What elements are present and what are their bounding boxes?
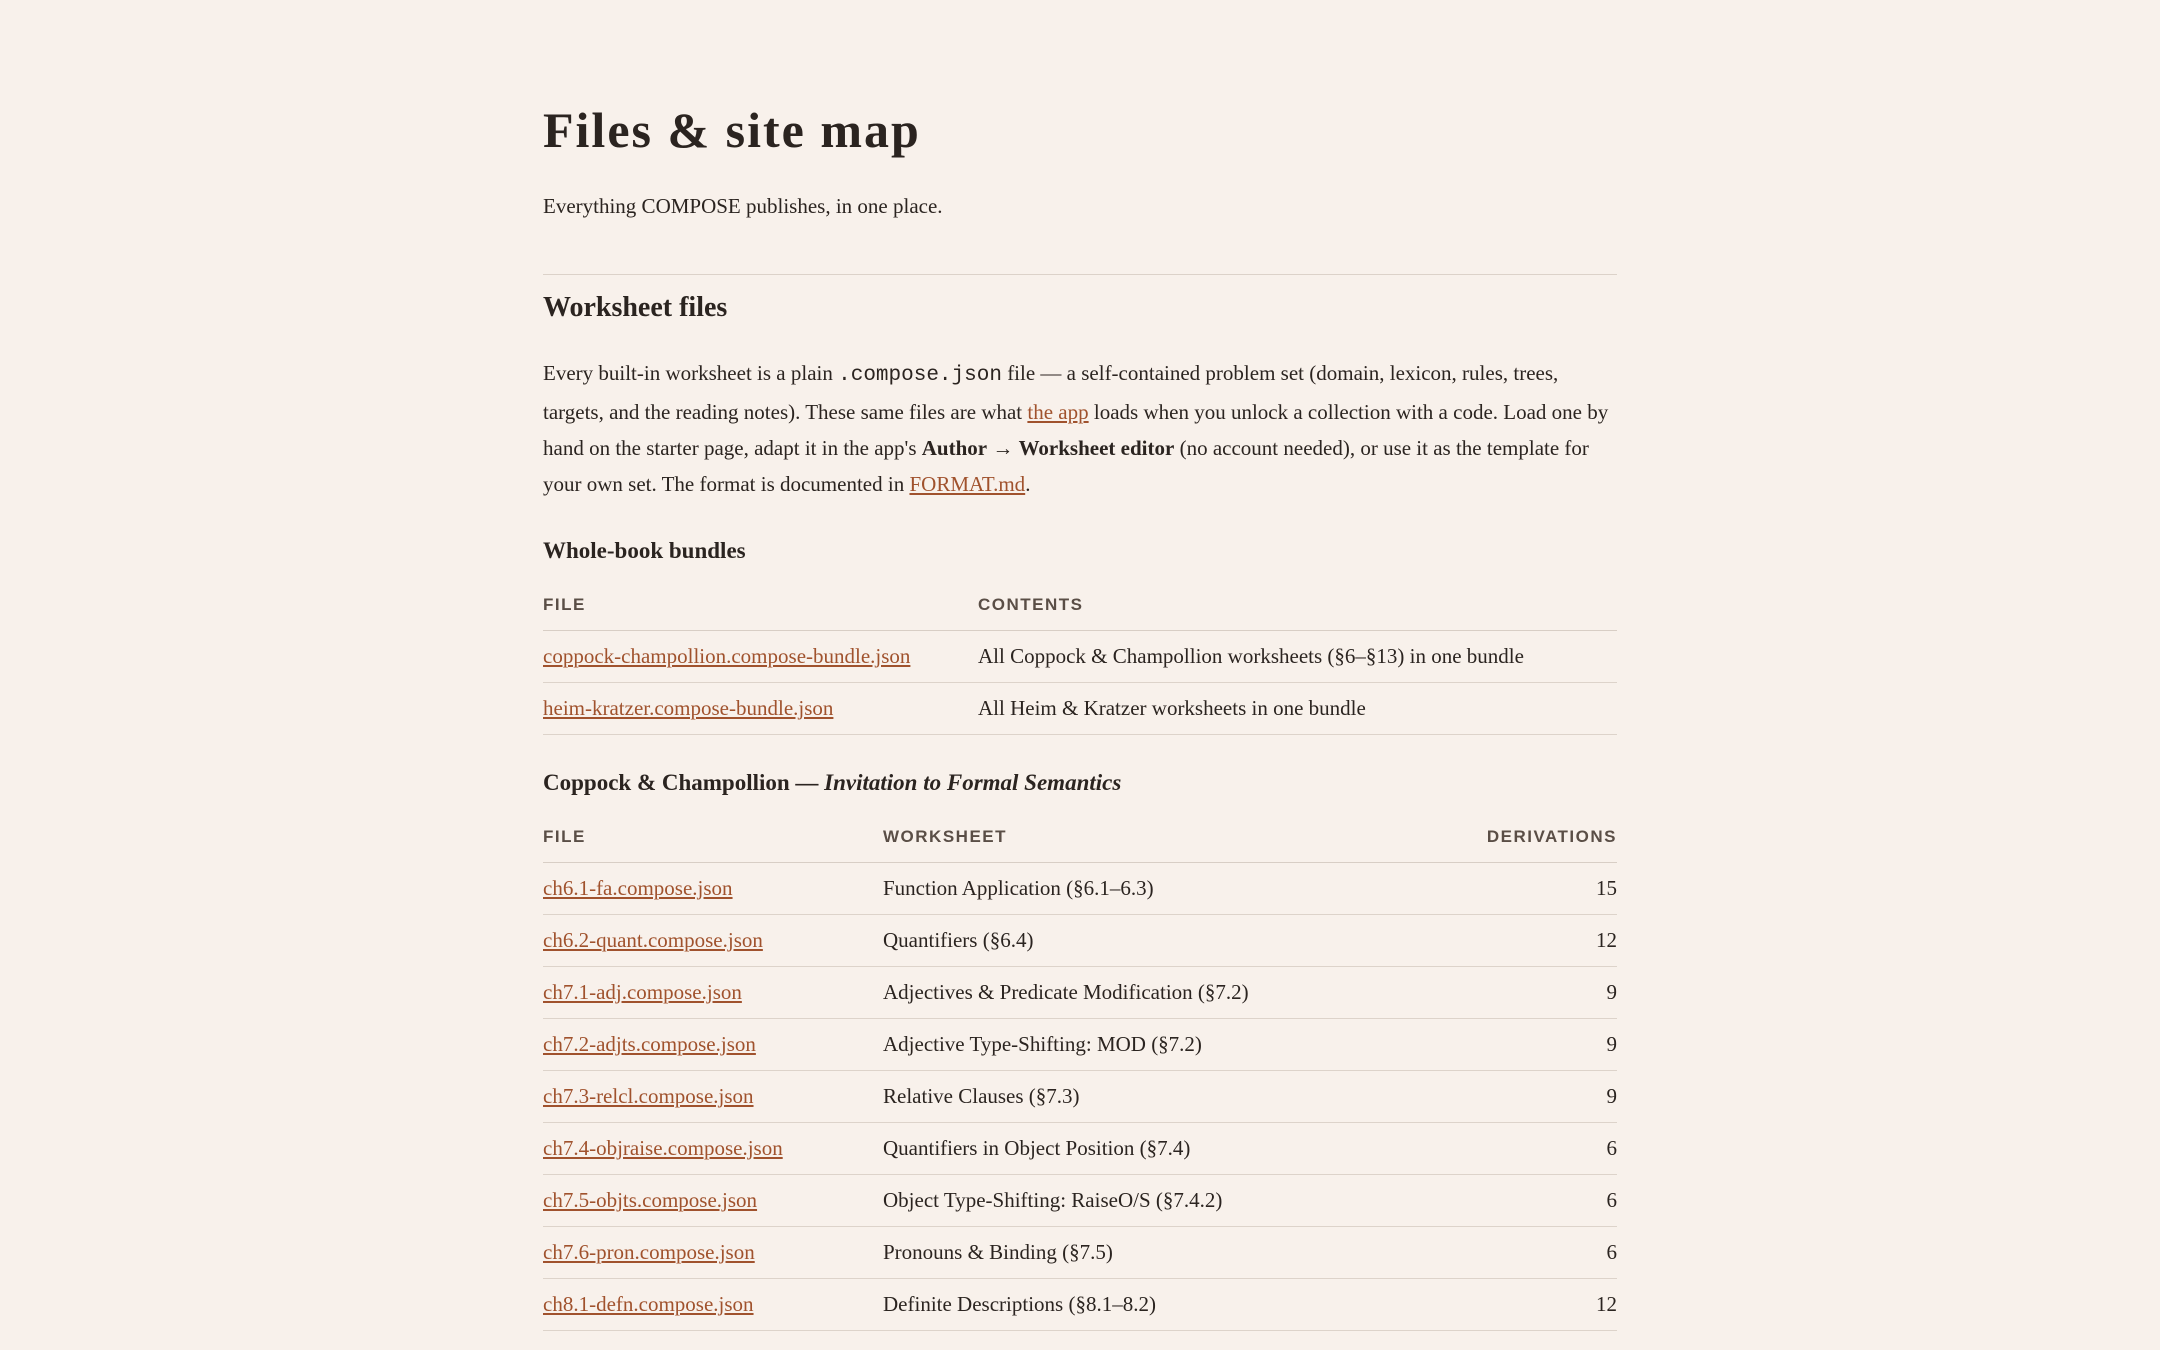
table-row — [543, 683, 1617, 735]
table-row — [543, 631, 1617, 683]
file-cell — [543, 967, 883, 1019]
arrow-glyph: → — [987, 436, 1019, 460]
derivations-cell: 12 — [1397, 915, 1617, 967]
worksheet-files-heading: Worksheet files — [543, 292, 728, 323]
file-link[interactable]: ch7.4-objraise.compose.json — [543, 1136, 783, 1160]
the-app-link[interactable]: the app — [1027, 400, 1089, 424]
page-title: Files & site map — [543, 102, 921, 158]
derivations-cell: 9 — [1397, 1019, 1617, 1071]
contents-cell: All Coppock & Champollion worksheets (§6–§13) in one bundle — [978, 631, 1617, 683]
column-header-file: FILE — [543, 812, 883, 863]
file-cell — [543, 1019, 883, 1071]
worksheet-cell: Object Type-Shifting: RaiseO/S (§7.4.2) — [883, 1175, 1397, 1227]
worksheet-cell: Quantifiers in Object Position (§7.4) — [883, 1123, 1397, 1175]
bundles-heading: Whole-book bundles — [543, 538, 746, 563]
table-row — [543, 1019, 1617, 1071]
file-link[interactable]: ch7.2-adjts.compose.json — [543, 1032, 756, 1056]
file-link[interactable]: ch6.2-quant.compose.json — [543, 928, 763, 952]
table-row — [543, 915, 1617, 967]
column-header-worksheet: WORKSHEET — [883, 812, 1397, 863]
table-row — [543, 1123, 1617, 1175]
file-cell — [543, 1227, 883, 1279]
derivations-cell: 15 — [1397, 863, 1617, 915]
derivations-cell: 9 — [1397, 967, 1617, 1019]
file-cell — [543, 683, 978, 735]
coppock-table — [543, 812, 1617, 1331]
file-link[interactable]: ch7.5-objts.compose.json — [543, 1188, 758, 1212]
file-link[interactable]: ch7.1-adj.compose.json — [543, 980, 742, 1004]
file-link[interactable]: ch7.6-pron.compose.json — [543, 1240, 755, 1264]
table-row — [543, 1071, 1617, 1123]
file-cell — [543, 631, 978, 683]
worksheet-cell: Relative Clauses (§7.3) — [883, 1071, 1397, 1123]
table-row — [543, 967, 1617, 1019]
coppock-header-row — [543, 812, 1617, 863]
derivations-cell: 6 — [1397, 1227, 1617, 1279]
column-header-contents: CONTENTS — [978, 580, 1617, 631]
worksheet-cell: Adjective Type-Shifting: MOD (§7.2) — [883, 1019, 1397, 1071]
author-menu-label: Author — [921, 436, 988, 460]
table-row — [543, 1279, 1617, 1331]
bundles-header-row — [543, 580, 1617, 631]
file-link[interactable]: ch7.3-relcl.compose.json — [543, 1084, 754, 1108]
book-title: Invitation to Formal Semantics — [824, 770, 1122, 795]
file-link[interactable]: ch6.1-fa.compose.json — [543, 876, 733, 900]
file-link[interactable]: coppock-champollion.compose-bundle.json — [543, 644, 911, 668]
format-md-link[interactable]: FORMAT.md — [909, 472, 1026, 496]
file-cell — [543, 1123, 883, 1175]
column-header-derivations: DERIVATIONS — [1397, 812, 1617, 863]
worksheet-cell: Definite Descriptions (§8.1–8.2) — [883, 1279, 1397, 1331]
file-cell — [543, 1279, 883, 1331]
derivations-cell: 12 — [1397, 1279, 1617, 1331]
file-extension-code: .compose.json — [838, 364, 1002, 387]
table-row — [543, 1175, 1617, 1227]
derivations-cell: 9 — [1397, 1071, 1617, 1123]
file-link[interactable]: heim-kratzer.compose-bundle.json — [543, 696, 834, 720]
page-subtitle: Everything COMPOSE publishes, in one place. — [543, 194, 943, 218]
contents-cell: All Heim & Kratzer worksheets in one bundle — [978, 683, 1617, 735]
derivations-cell: 6 — [1397, 1123, 1617, 1175]
worksheet-cell: Function Application (§6.1–6.3) — [883, 863, 1397, 915]
worksheet-cell: Adjectives & Predicate Modification (§7.2) — [883, 967, 1397, 1019]
column-header-file: FILE — [543, 580, 978, 631]
file-cell — [543, 1071, 883, 1123]
coppock-heading: Coppock & Champollion — Invitation to Formal Semantics — [543, 770, 1122, 795]
file-cell — [543, 915, 883, 967]
bundles-table — [543, 580, 1617, 735]
table-row — [543, 863, 1617, 915]
worksheet-editor-label: Worksheet editor — [1018, 436, 1175, 460]
worksheet-cell: Pronouns & Binding (§7.5) — [883, 1227, 1397, 1279]
file-cell — [543, 1175, 883, 1227]
file-cell — [543, 863, 883, 915]
table-row — [543, 1227, 1617, 1279]
worksheet-files-intro: Every built-in worksheet is a plain .compose.json file — a self-contained problem set (domain, lexicon, rules, trees, targets, and the reading notes). These same files are what the app loads when you unlock a collection with a code. Load one by hand on the starter page, adapt it in the app's Author → Worksheet editor (no account needed), or use it as the template for your own set. The format is documented in FORMAT.md. — [543, 361, 1609, 496]
derivations-cell: 6 — [1397, 1175, 1617, 1227]
section-divider — [543, 274, 1617, 275]
file-link[interactable]: ch8.1-defn.compose.json — [543, 1292, 754, 1316]
worksheet-cell: Quantifiers (§6.4) — [883, 915, 1397, 967]
